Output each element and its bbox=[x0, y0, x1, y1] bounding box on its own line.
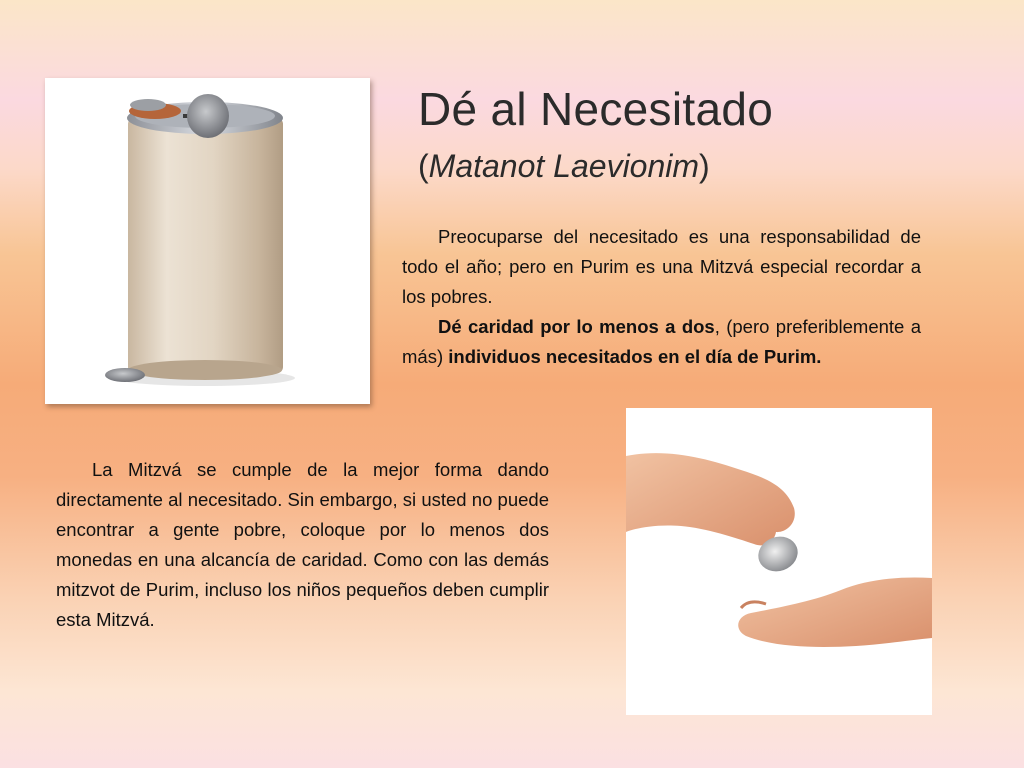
left-paragraph: La Mitzvá se cumple de la mejor forma dando directamente al necesitado. Sin embargo, si usted no puede encontrar a gente pobre, coloque por lo menos dos monedas en una alcancía de caridad. Como con las demás mitzvot de Purim, incluso los niños pequeños deben cumplir esta Mitzvá. bbox=[56, 459, 549, 630]
hands-giving-coin-photo bbox=[626, 408, 932, 715]
left-text-block bbox=[56, 455, 549, 635]
slide-title: Dé al Necesitado bbox=[418, 83, 774, 135]
subtitle-close-paren: ) bbox=[699, 148, 710, 184]
right-paragraph-2 bbox=[402, 312, 921, 372]
subtitle-hebrew-term: Matanot Laevionim bbox=[428, 148, 700, 184]
can-body bbox=[128, 118, 283, 373]
right-paragraph-2-bold-b: individuos necesitados en el día de Purim. bbox=[448, 346, 822, 367]
right-paragraph-1: Preocuparse del necesitado es una responsabilidad de todo el año; pero en Purim es una Mitzvá especial recordar a los pobres. bbox=[402, 226, 921, 307]
right-text-block bbox=[402, 222, 921, 372]
subtitle-open-paren: ( bbox=[418, 148, 429, 184]
right-paragraph-2-middle: , (pero preferiblemente a más) bbox=[402, 316, 921, 367]
slide-subtitle bbox=[418, 148, 710, 185]
right-paragraph-2-bold-a: Dé caridad por lo menos a dos bbox=[438, 316, 715, 337]
charity-box-photo bbox=[45, 78, 370, 404]
